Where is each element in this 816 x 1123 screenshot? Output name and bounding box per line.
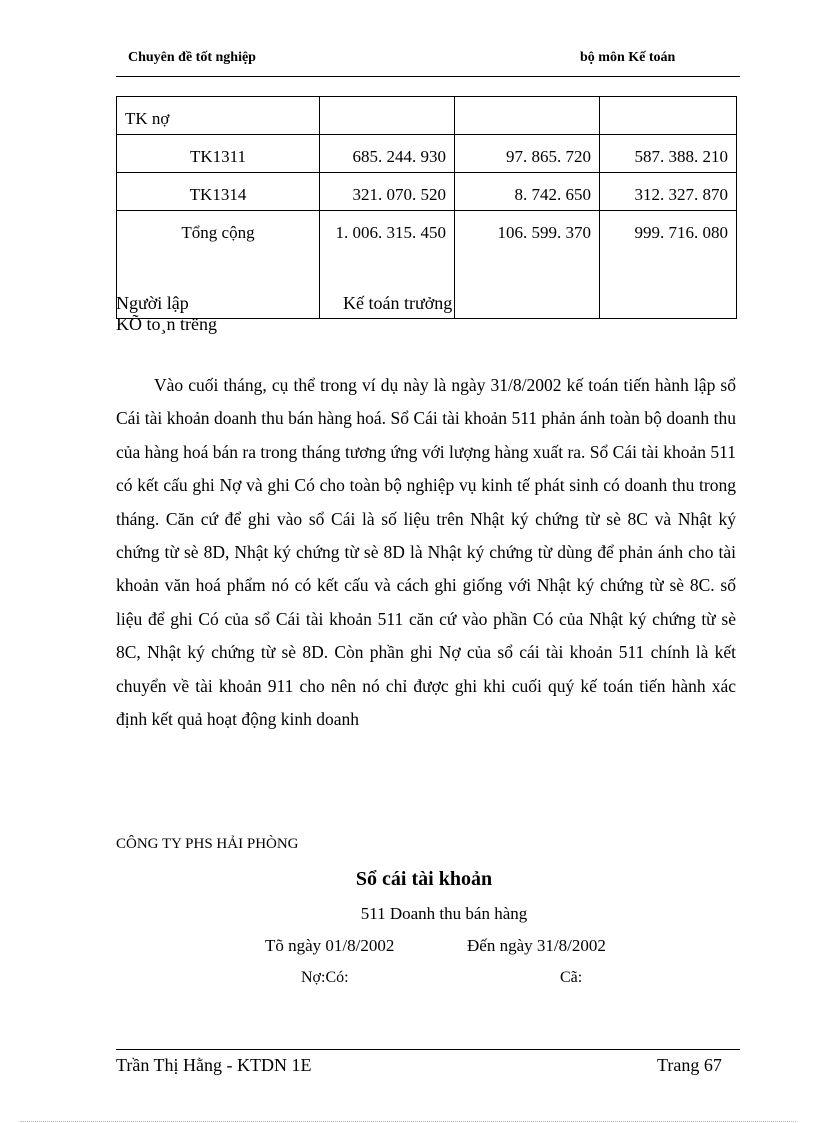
cell-value: 685. 244. 930 bbox=[352, 147, 446, 166]
table-cell bbox=[600, 135, 737, 173]
company-name: CÔNG TY PHS HẢI PHÒNG bbox=[116, 836, 299, 852]
footer-author: Trần Thị Hằng - KTDN 1E bbox=[116, 1055, 312, 1075]
row-label: TK nợ bbox=[125, 109, 170, 128]
cell-value: 321. 070. 520 bbox=[352, 185, 446, 204]
cell-value bbox=[608, 97, 728, 105]
header-rule bbox=[116, 76, 740, 77]
table-cell bbox=[600, 97, 737, 135]
table-cell bbox=[455, 173, 600, 211]
row-label: TK1311 bbox=[189, 147, 247, 166]
table-cell bbox=[117, 173, 320, 211]
cell-value bbox=[463, 97, 591, 105]
table-cell bbox=[320, 135, 455, 173]
table-cell bbox=[117, 135, 320, 173]
cell-value: 999. 716. 080 bbox=[634, 223, 728, 242]
table-cell bbox=[455, 97, 600, 135]
page-edge-divider bbox=[20, 1121, 796, 1122]
ledger-title: Sổ cái tài khoản bbox=[355, 868, 493, 890]
row-label: Tổng cộng bbox=[181, 223, 255, 242]
header-left-title: Chuyên đề tốt nghiệp bbox=[128, 50, 256, 65]
table-cell bbox=[455, 135, 600, 173]
table-cell bbox=[117, 97, 320, 135]
cell-value: 587. 388. 210 bbox=[634, 147, 728, 166]
cell-value bbox=[328, 97, 446, 105]
signature-chief-garbled: KÕ to¸n trëng bbox=[116, 314, 217, 334]
cell-value: 106. 599. 370 bbox=[497, 223, 591, 242]
cell-value: 1. 006. 315. 450 bbox=[335, 223, 446, 242]
paragraph-text: Vào cuối tháng, cụ thể trong ví dụ này là ngày 31/8/2002 kế toán tiến hành lập sổ Cái tài khoản doanh thu bán hàng hoá. Sổ Cái tài khoản 511 phản ánh toàn bộ doanh thu của hàng hoá bán ra trong tháng tương ứng với lượng hàng xuất ra. Sổ Cái tài khoản 511 có kết cấu ghi Nợ và ghi Có cho toàn bộ nghiệp vụ kinh tế phát sinh có doanh thu trong tháng. Căn cứ để ghi vào sổ Cái là số liệu trên Nhật ký chứng từ sè 8C và Nhật ký chứng từ sè 8D, Nhật ký chứng từ sè 8D là Nhật ký chứng từ dùng để phản ánh cho tài khoản văn hoá phẩm nó có kết cấu và cách ghi giống với Nhật ký chứng từ sè 8C. số liệu để ghi Có của sổ Cái tài khoản 511 căn cứ vào phần Có của Nhật ký chứng từ sè 8C, Nhật ký chứng từ sè 8D. Còn phần ghi Nợ của sổ cái tài khoản 511 chính là kết chuyển về tài khoản 911 cho nên nó chỉ được ghi khi cuối quý kế toán tiến hành xác định kết quả hoạt động kinh doanh bbox=[116, 375, 736, 730]
table-cell bbox=[320, 97, 455, 135]
footer-page-number: Trang 67 bbox=[657, 1055, 722, 1075]
header-right-title: bộ môn Kế toán bbox=[580, 50, 676, 65]
table-row bbox=[117, 135, 737, 173]
signature-chief-accountant: Kế toán trưởng bbox=[343, 293, 453, 313]
body-paragraph bbox=[116, 369, 736, 736]
signature-preparer: Người lập bbox=[116, 293, 189, 313]
table-row bbox=[117, 97, 737, 135]
cell-value: 8. 742. 650 bbox=[514, 185, 591, 204]
cell-value: 97. 865. 720 bbox=[506, 147, 591, 166]
ledger-from-date: Tõ ngày 01/8/2002 bbox=[265, 936, 395, 955]
ledger-debit-credit: Nợ:Có: bbox=[301, 969, 349, 986]
table-cell bbox=[600, 173, 737, 211]
ledger-account: 511 Doanh thu bán hàng bbox=[360, 904, 528, 923]
row-label: TK1314 bbox=[189, 185, 247, 204]
cell-value: 312. 327. 870 bbox=[634, 185, 728, 204]
ledger-ca: Cã: bbox=[560, 969, 583, 986]
summary-table bbox=[116, 96, 737, 319]
footer-rule bbox=[116, 1049, 740, 1050]
table-cell bbox=[320, 173, 455, 211]
ledger-to-date: Đến ngày 31/8/2002 bbox=[467, 936, 606, 955]
table-row bbox=[117, 173, 737, 211]
table-cell bbox=[455, 211, 600, 319]
table-cell bbox=[600, 211, 737, 319]
